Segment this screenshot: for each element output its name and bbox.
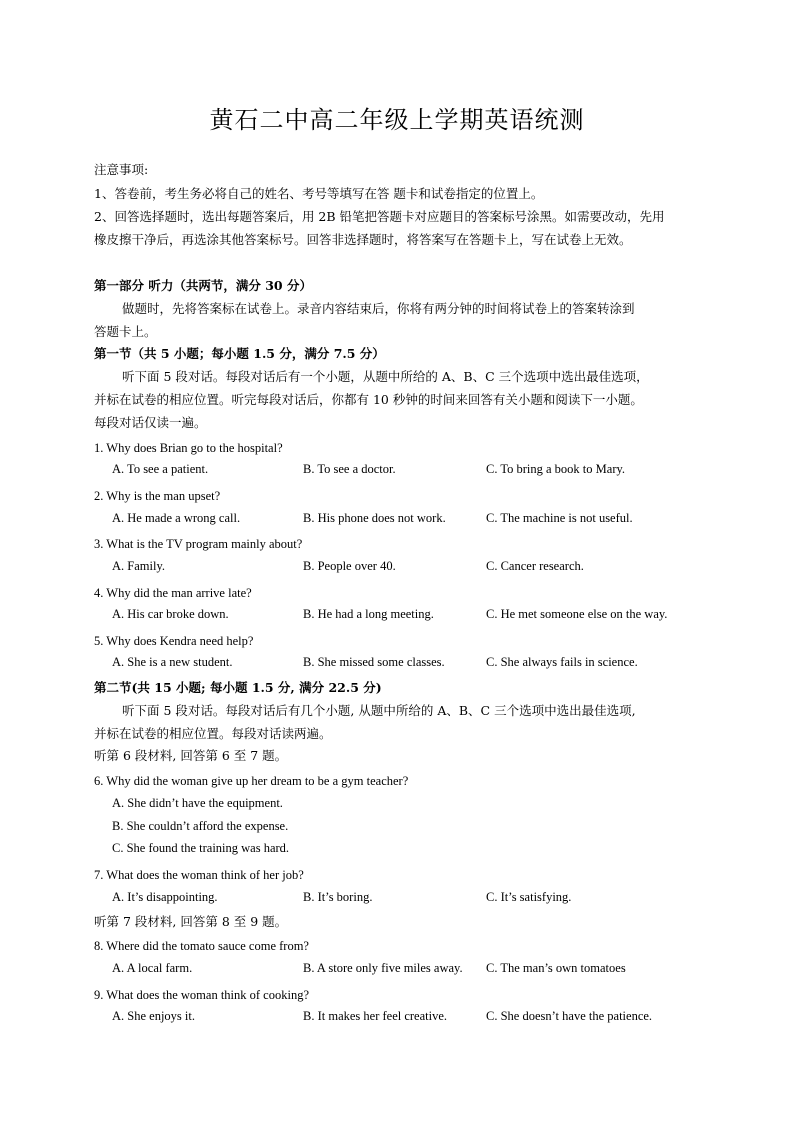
- question-6-option-c: C. She found the training was hard.: [112, 841, 290, 855]
- section1-heading: 第一节（共 5 小题；每小题 1.5 分，满分 7.5 分）: [94, 346, 385, 361]
- question-5-option-b: B. She missed some classes.: [303, 655, 445, 669]
- question-3-option-b: B. People over 40.: [303, 559, 396, 573]
- question-1-option-c: C. To bring a book to Mary.: [486, 462, 626, 476]
- question-9: 9. What does the woman think of cooking?: [94, 988, 310, 1002]
- part1-heading: 第一部分 听力（共两节，满分 30 分）: [94, 278, 312, 293]
- question-8-option-c: C. The man’s own tomatoes: [486, 961, 626, 975]
- exam-title: 黄石二中高二年级上学期英语统测: [209, 106, 585, 134]
- question-8-option-a: A. A local farm.: [112, 961, 193, 975]
- section2-instruction-line-2: 并标在试卷的相应位置。每段对话读两遍。: [94, 726, 332, 741]
- question-3-option-c: C. Cancer research.: [486, 559, 584, 573]
- question-9-option-c: C. She doesn’t have the patience.: [486, 1009, 653, 1023]
- question-4-option-c: C. He met someone else on the way.: [486, 607, 668, 621]
- question-1: 1. Why does Brian go to the hospital?: [94, 441, 283, 455]
- question-3-option-a: A. Family.: [112, 559, 166, 573]
- question-8: 8. Where did the tomato sauce come from?: [94, 939, 309, 953]
- question-1-option-b: B. To see a doctor.: [303, 462, 396, 476]
- question-4: 4. Why did the man arrive late?: [94, 586, 252, 600]
- notice-item-2-line-1: 2、回答选择题时，选出每题答案后，用 2B 铅笔把答题卡对应题目的答案标号涂黑。如需要改动，先用: [94, 209, 665, 224]
- question-3: 3. What is the TV program mainly about?: [94, 537, 303, 551]
- question-1-option-a: A. To see a patient.: [112, 462, 209, 476]
- question-2: 2. Why is the man upset?: [94, 489, 221, 503]
- part1-instruction-line-2: 答题卡上。: [94, 324, 157, 339]
- section2-material-6: 听第 6 段材料, 回答第 6 至 7 题。: [94, 748, 288, 763]
- question-6-option-b: B. She couldn’t afford the expense.: [112, 819, 289, 833]
- section1-instruction-line-1: 听下面 5 段对话。每段对话后有一个小题，从题中所给的 A、B、C 三个选项中选出最佳选项，: [122, 369, 649, 384]
- section1-instruction-line-2: 并标在试卷的相应位置。听完每段对话后，你都有 10 秒钟的时间来回答有关小题和阅读下一小题。: [94, 392, 643, 407]
- section2-material-7: 听第 7 段材料, 回答第 8 至 9 题。: [94, 914, 288, 929]
- question-9-option-a: A. She enjoys it.: [112, 1009, 195, 1023]
- question-2-option-b: B. His phone does not work.: [303, 511, 446, 525]
- question-5: 5. Why does Kendra need help?: [94, 634, 254, 648]
- question-5-option-c: C. She always fails in science.: [486, 655, 638, 669]
- question-5-option-a: A. She is a new student.: [112, 655, 233, 669]
- question-8-option-b: B. A store only five miles away.: [303, 961, 463, 975]
- notice-item-1: 1、答卷前，考生务必将自己的姓名、考号等填写在答 题卡和试卷指定的位置上。: [94, 186, 544, 201]
- question-2-option-c: C. The machine is not useful.: [486, 511, 633, 525]
- notice-heading: 注意事项:: [94, 162, 149, 177]
- question-6-option-a: A. She didn’t have the equipment.: [112, 796, 283, 810]
- section2-instruction-line-1: 听下面 5 段对话。每段对话后有几个小题, 从题中所给的 A、B、C 三个选项中选出最佳选项,: [122, 703, 636, 718]
- question-4-option-a: A. His car broke down.: [112, 607, 229, 621]
- notice-item-2-line-2: 橡皮擦干净后，再选涂其他答案标号。回答非选择题时，将答案写在答题卡上，写在试卷上无效。: [94, 232, 632, 247]
- part1-instruction-line-1: 做题时，先将答案标在试卷上。录音内容结束后，你将有两分钟的时间将试卷上的答案转涂到: [122, 301, 635, 316]
- question-7-option-c: C. It’s satisfying.: [486, 890, 572, 904]
- question-9-option-b: B. It makes her feel creative.: [303, 1009, 448, 1023]
- section1-instruction-line-3: 每段对话仅读一遍。: [94, 415, 207, 430]
- question-6: 6. Why did the woman give up her dream to be a gym teacher?: [94, 774, 409, 788]
- question-4-option-b: B. He had a long meeting.: [303, 607, 434, 621]
- section2-heading: 第二节(共 15 小题; 每小题 1.5 分, 满分 22.5 分): [94, 680, 382, 695]
- question-7: 7. What does the woman think of her job?: [94, 868, 304, 882]
- question-7-option-a: A. It’s disappointing.: [112, 890, 218, 904]
- question-2-option-a: A. He made a wrong call.: [112, 511, 241, 525]
- question-7-option-b: B. It’s boring.: [303, 890, 373, 904]
